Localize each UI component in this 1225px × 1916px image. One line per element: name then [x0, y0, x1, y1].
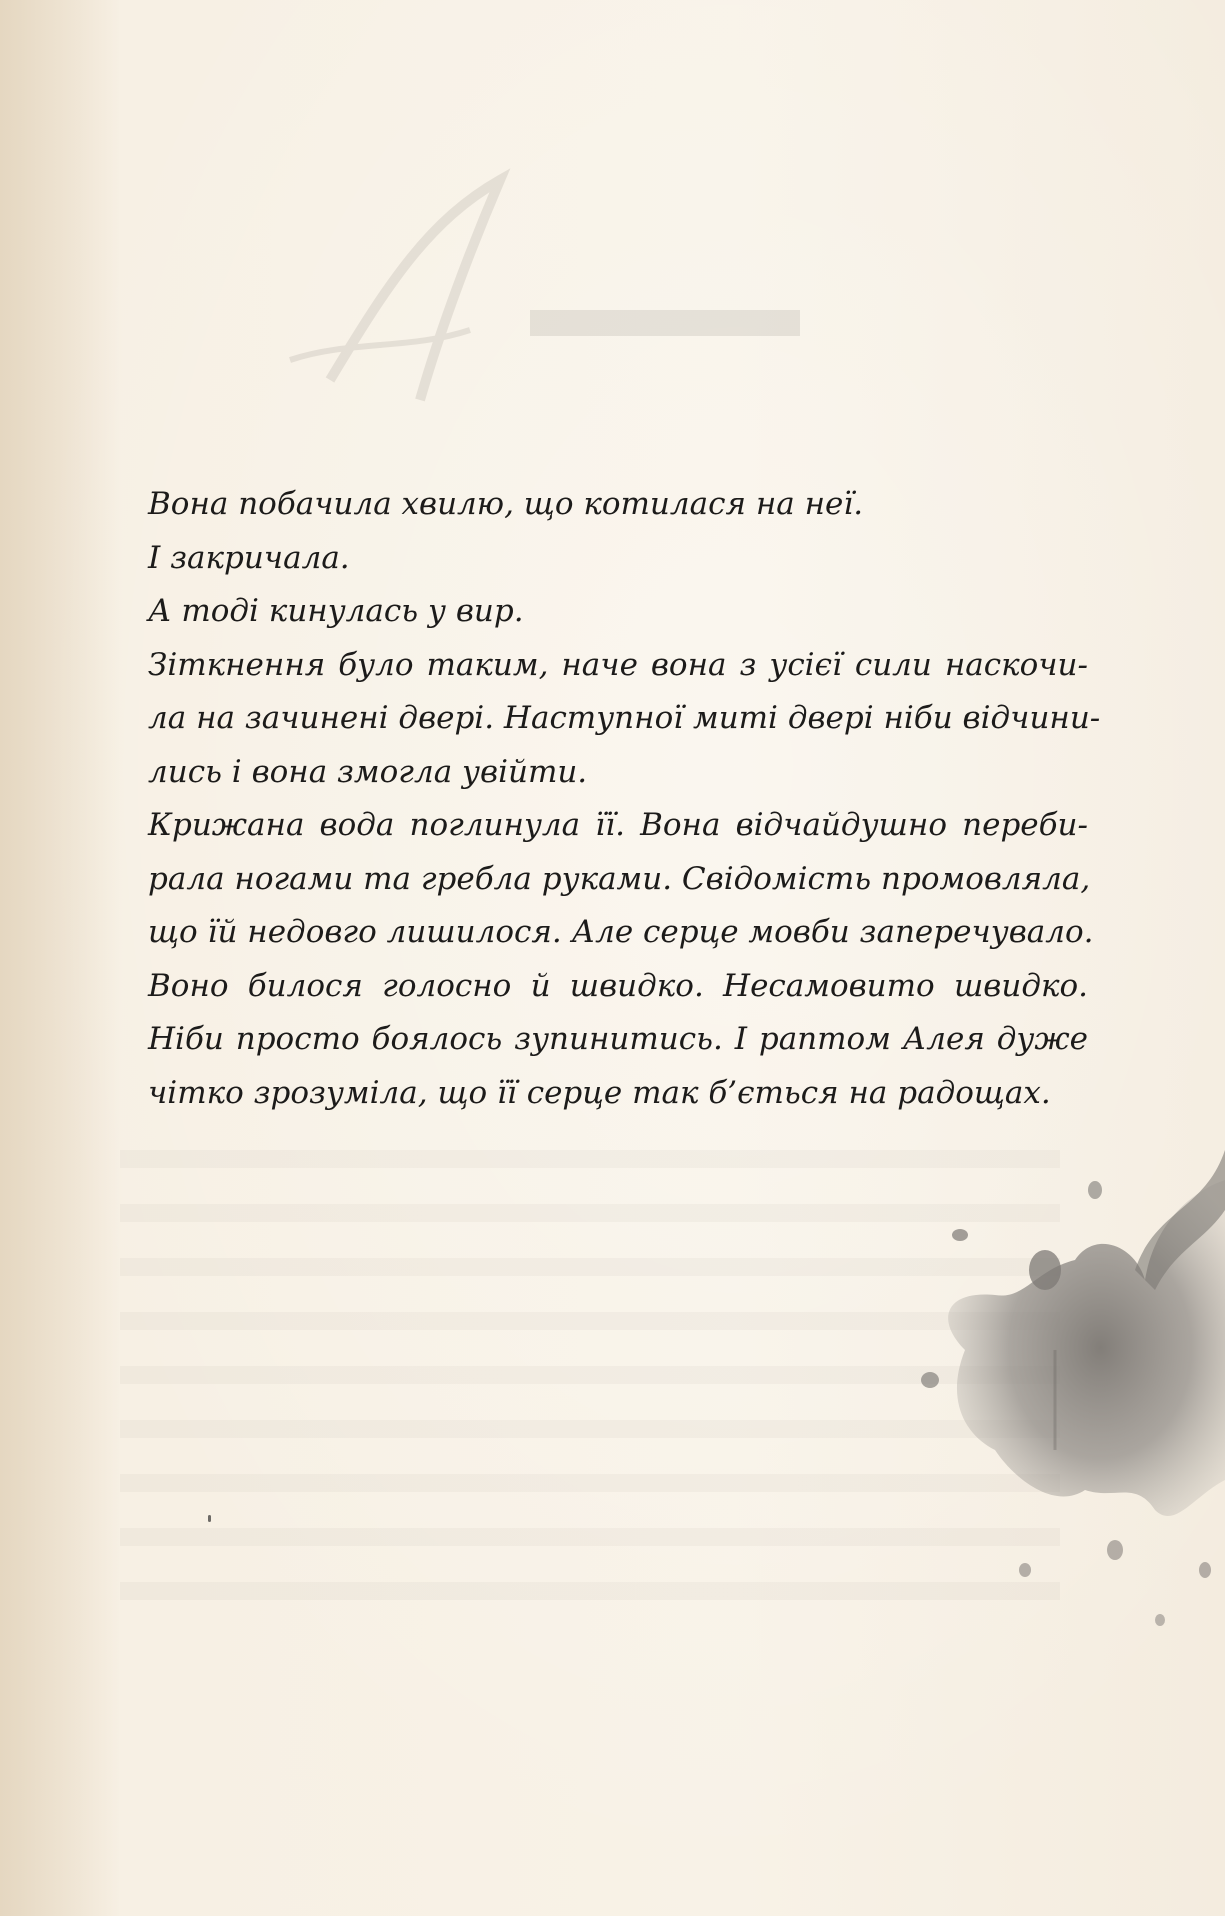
text-line: І закричала.	[148, 539, 350, 576]
text-line: Крижана вода поглинула її. Вона відчайдушно переби-	[148, 807, 1088, 843]
text-line: Вона побачила хвилю, що котилася на неї.	[148, 486, 864, 522]
paragraph-1	[148, 478, 1088, 532]
main-text	[148, 478, 1101, 1120]
text-line: Ніби просто боялось зупинитись. І раптом Алея дуже	[148, 1021, 1088, 1057]
bleed-through-ornament-icon	[270, 160, 830, 420]
ink-blot-icon	[905, 1150, 1225, 1690]
text-line: ла на зачинені двері. Наступної миті двері ніби відчини-	[148, 700, 1101, 736]
text-line: Зіткнення було таким, наче вона з усієї сили наскочи-	[148, 646, 1088, 683]
text-line: А тоді кинулась у вир.	[148, 593, 524, 629]
gutter-shadow	[0, 0, 120, 1916]
text-line: рала ногами та гребла руками. Свідомість промовляла,	[148, 860, 1091, 897]
text-line: Воно билося голосно й швидко. Несамовито швидко.	[148, 967, 1088, 1004]
text-line: чітко зрозуміла, що її серце так б’ється на радощах.	[148, 1074, 1051, 1111]
paragraph-4	[148, 639, 1101, 800]
paragraph-5	[148, 799, 1094, 1120]
text-line: лись і вона змогла увійти.	[148, 753, 588, 790]
paper-speck	[208, 1515, 211, 1522]
paragraph-3	[148, 585, 1088, 639]
paragraph-2	[148, 532, 1088, 586]
text-line: що їй недовго лишилося. Але серце мовби заперечувало.	[148, 914, 1094, 950]
